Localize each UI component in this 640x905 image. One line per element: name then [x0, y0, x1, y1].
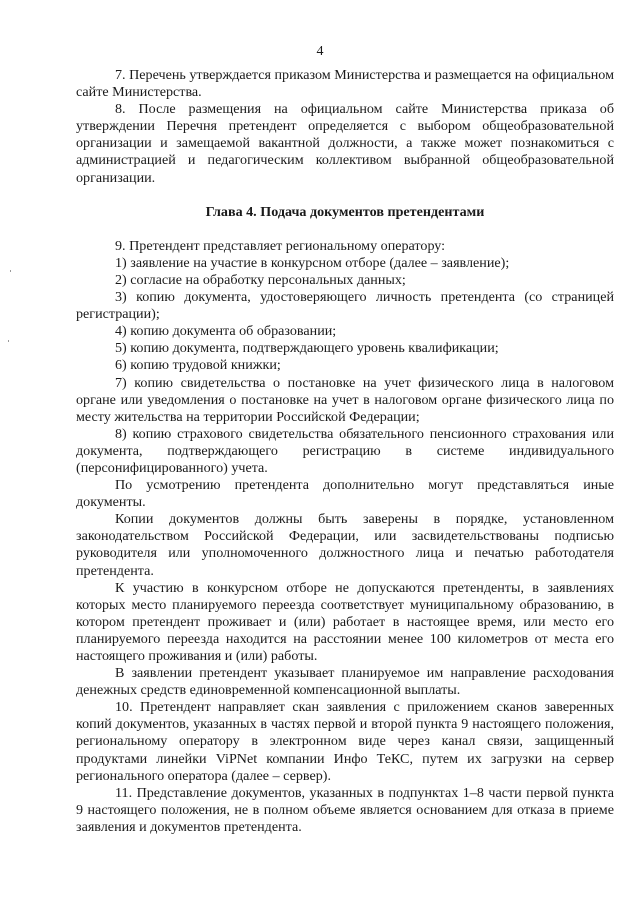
list-item-2: 2) согласие на обработку персональных данных;: [115, 271, 406, 288]
list-item-5: 5) копию документа, подтверждающего уровень квалификации;: [115, 340, 499, 357]
scan-mark: [10, 270, 11, 272]
list-item-1: 1) заявление на участие в конкурсном отборе (далее – заявление);: [115, 254, 510, 271]
list-item-8: 8) копию страхового свидетельства обязательного пенсионного страхования или документа, подтверждающего регистрацию в системе индивидуального (персонифицированного) учета.: [76, 425, 614, 476]
list-item-6: 6) копию трудовой книжки;: [115, 357, 281, 374]
paragraph-item-7: 7. Перечень утверждается приказом Министерства и размещается на официальном сайте Министерства.: [76, 67, 614, 101]
page-number: 4: [316, 44, 324, 59]
paragraph-optional-documents: По усмотрению претендента дополнительно могут представляться иные документы.: [76, 477, 614, 511]
paragraph-spending-direction: В заявлении претендент указывает планируемое им направление расходования денежных средств единовременной компенсационной выплаты.: [76, 665, 614, 699]
paragraph-admission-restrictions: К участию в конкурсном отборе не допускаются претенденты, в заявлениях которых место планируемого переезда соответствует муниципальному образованию, в котором претендент проживает и (или) работает в настоящее время, или место его планируемого переезда находится на расстоянии менее 100 километров от места его настоящего проживания и (или) работы.: [76, 579, 614, 664]
paragraph-item-9: 9. Претендент представляет региональному оператору:: [115, 237, 446, 254]
list-item-4: 4) копию документа об образовании;: [115, 323, 337, 340]
paragraph-item-10: 10. Претендент направляет скан заявления с приложением сканов заверенных копий документов, указанных в частях первой и второй пункта 9 настоящего положения, региональному оператору в электронном виде через канал связи, защищенный продуктами линейки ViPNet компании Инфо ТеКС, путем их загрузки на сервер регионального оператора (далее – сервер).: [76, 699, 614, 784]
chapter-heading: Глава 4. Подача документов претендентами: [205, 203, 485, 220]
list-item-7: 7) копию свидетельства о постановке на учет физического лица в налоговом органе или уведомления о постановке на учет в налоговом органе физического лица по месту жительства на территории Российской Федерации;: [76, 374, 614, 425]
paragraph-certified-copies: Копии документов должны быть заверены в порядке, установленном законодательством Российской Федерации, или засвидетельствованы подписью руководителя или уполномоченного должностного лица и печатью работодателя претендента.: [76, 511, 614, 579]
scan-mark: [8, 340, 9, 342]
paragraph-item-11: 11. Представление документов, указанных в подпунктах 1–8 части первой пункта 9 настоящего положения, не в полном объеме является основанием для отказа в приеме заявления и документов претендента.: [76, 784, 614, 835]
paragraph-item-8: 8. После размещения на официальном сайте Министерства приказа об утверждении Перечня претендент определяется с выбором общеобразовательной организации и замещаемой вакантной должности, а также может познакомиться с администрацией и педагогическим коллективом выбранной общеобразовательной организации.: [76, 101, 614, 186]
document-body: [76, 67, 614, 836]
list-item-3: 3) копию документа, удостоверяющего личность претендента (со страницей регистрации);: [76, 289, 614, 323]
